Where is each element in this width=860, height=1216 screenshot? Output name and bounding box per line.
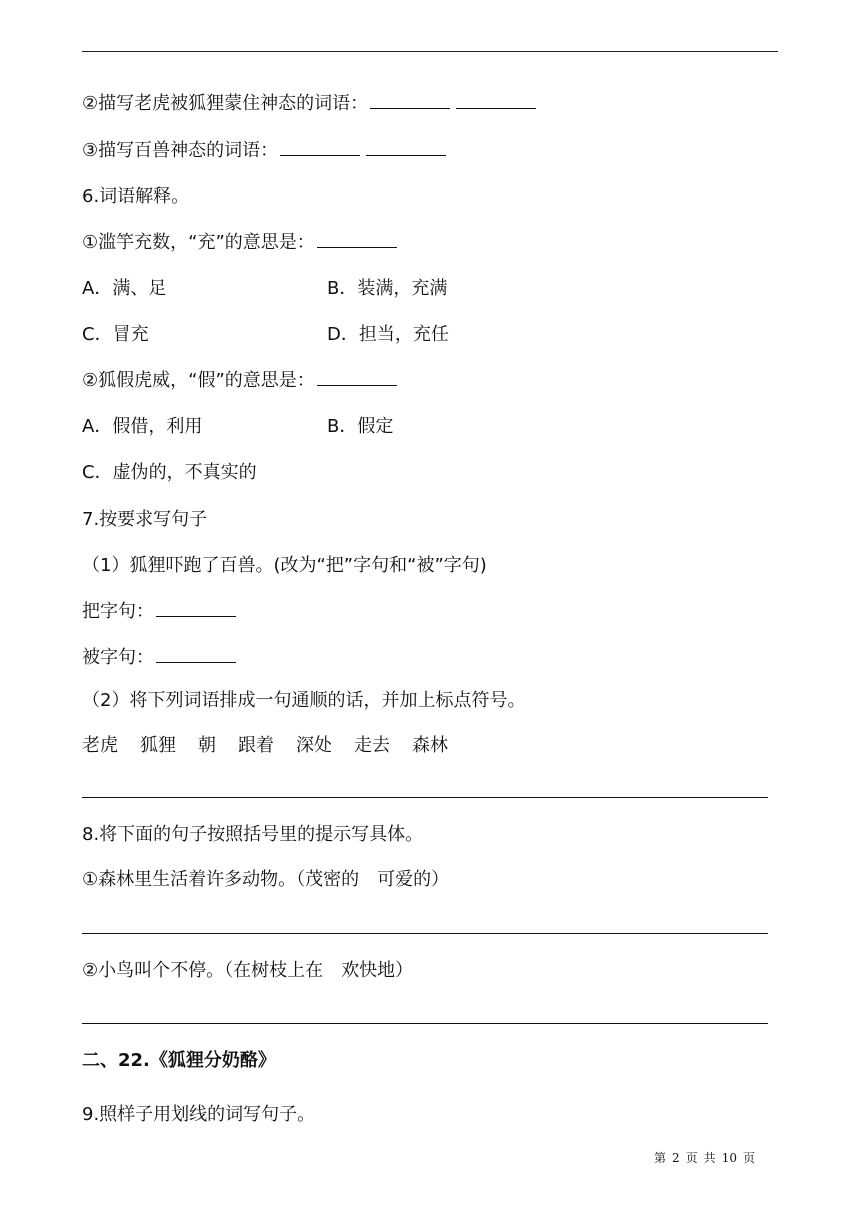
footer-prefix: 第 (654, 1151, 667, 1165)
q7-ba-sentence (82, 600, 236, 624)
q6-sub2-options-row1 (82, 415, 393, 439)
answer-blank[interactable] (156, 646, 236, 663)
q5-item3-text: ③描写百兽神态的词语： (82, 140, 279, 161)
word: 狐狸 (140, 735, 176, 756)
option-c[interactable]: C．冒充 (82, 324, 149, 345)
q8-item1: ①森林里生活着许多动物。（茂密的 可爱的） (82, 869, 450, 890)
footer-mid1: 页 (685, 1151, 698, 1165)
q6-sub2 (82, 369, 397, 393)
q7-part2: （2）将下列词语排成一句通顺的话，并加上标点符号。 (82, 690, 526, 711)
section-heading: 二、22.《狐狸分奶酪》 (82, 1050, 276, 1071)
q6-sub1-text: ①滥竽充数，“充”的意思是： (82, 232, 315, 253)
answer-blank[interactable] (317, 369, 397, 386)
word: 跟着 (238, 735, 274, 756)
answer-line[interactable] (82, 1023, 768, 1024)
q6-sub2-text: ②狐假虎威，“假”的意思是： (82, 370, 315, 391)
q6-sub2-options-row2 (82, 461, 257, 485)
q6-title: 6.词语解释。 (82, 186, 190, 207)
answer-blank[interactable] (370, 92, 450, 109)
option-d[interactable]: D．担当，充任 (327, 324, 449, 345)
option-a[interactable]: A．满、足 (82, 278, 167, 299)
q5-item2-text: ②描写老虎被狐狸蒙住神态的词语： (82, 93, 369, 114)
footer-suffix: 页 (742, 1151, 755, 1165)
q7-part1: （1）狐狸吓跑了百兽。(改为“把”字句和“被”字句) (82, 555, 487, 576)
answer-blank[interactable] (280, 139, 360, 156)
answer-blank[interactable] (156, 600, 236, 617)
q6-sub1-options-row2 (82, 323, 449, 347)
word: 老虎 (82, 735, 118, 756)
page-number (654, 1150, 761, 1166)
answer-blank[interactable] (317, 231, 397, 248)
answer-line[interactable] (82, 933, 768, 934)
answer-line[interactable] (82, 797, 768, 798)
option-c[interactable]: C．虚伪的，不真实的 (82, 462, 257, 483)
bei-label: 被字句： (82, 647, 154, 668)
q9-title: 9.照样子用划线的词写句子。 (82, 1104, 316, 1125)
footer-mid2: 共 (703, 1151, 716, 1165)
answer-blank[interactable] (366, 139, 446, 156)
footer-total-pages: 10 (721, 1151, 737, 1165)
option-a[interactable]: A．假借，利用 (82, 416, 203, 437)
q7-title: 7.按要求写句子 (82, 509, 208, 530)
word-list (82, 734, 470, 758)
q8-title: 8.将下面的句子按照括号里的提示写具体。 (82, 824, 424, 845)
q5-item2 (82, 92, 536, 116)
option-b[interactable]: B．装满，充满 (327, 278, 448, 299)
word: 走去 (354, 735, 390, 756)
word: 朝 (198, 735, 216, 756)
word: 森林 (412, 735, 448, 756)
option-b[interactable]: B．假定 (327, 416, 394, 437)
q8-item2: ②小鸟叫个不停。（在树枝上在 欢快地） (82, 960, 414, 981)
answer-blank[interactable] (456, 92, 536, 109)
ba-label: 把字句： (82, 601, 154, 622)
q5-item3 (82, 139, 446, 163)
q6-sub1 (82, 231, 397, 255)
q7-bei-sentence (82, 646, 236, 670)
header-rule (82, 51, 778, 52)
q6-sub1-options-row1 (82, 277, 447, 301)
word: 深处 (296, 735, 332, 756)
footer-current-page: 2 (672, 1151, 680, 1165)
